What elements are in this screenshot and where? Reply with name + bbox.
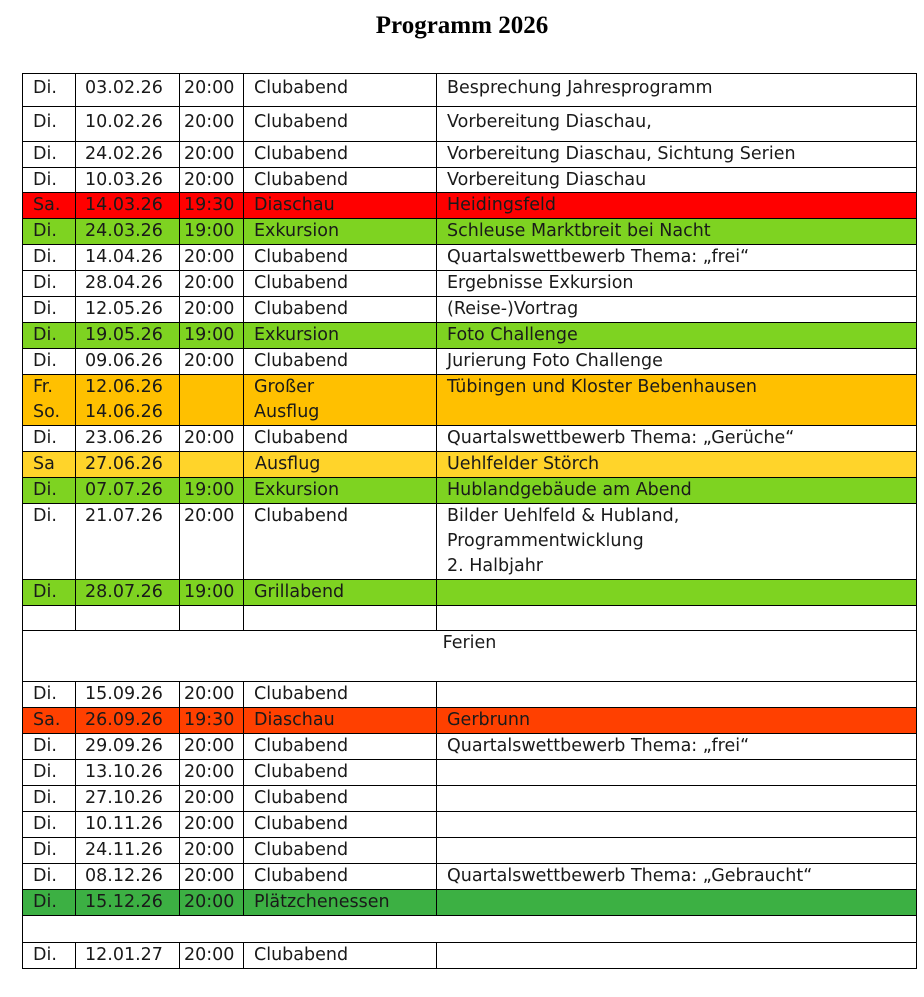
table-row bbox=[23, 349, 917, 375]
description-cell: Schleuse Marktbreit bei Nacht bbox=[437, 219, 917, 245]
time-cell: 19:30 bbox=[180, 708, 244, 734]
description-cell: (Reise-)Vortrag bbox=[437, 297, 917, 323]
day-cell: Di. bbox=[23, 838, 76, 864]
event-cell: Clubabend bbox=[244, 245, 437, 271]
event-cell: Clubabend bbox=[244, 682, 437, 708]
day-cell: Di. bbox=[23, 890, 76, 916]
description-cell: Quartalswettbewerb Thema: „Gebraucht“ bbox=[437, 864, 917, 890]
description-line-2: Programmentwicklung bbox=[447, 531, 644, 551]
date-cell: 10.11.26 bbox=[76, 812, 180, 838]
table-row-highlight-exkursion bbox=[23, 219, 917, 245]
date-cell: 21.07.26 bbox=[76, 504, 180, 580]
event-cell: Clubabend bbox=[244, 107, 437, 142]
date-cell: 26.09.26 bbox=[76, 708, 180, 734]
table-row bbox=[23, 760, 917, 786]
table-row bbox=[23, 142, 917, 168]
description-cell: Hublandgebäude am Abend bbox=[437, 478, 917, 504]
day-cell: Di. bbox=[23, 812, 76, 838]
table-row bbox=[23, 838, 917, 864]
description-line-1: Bilder Uehlfeld & Hubland, bbox=[447, 506, 680, 526]
day-cell: Sa. bbox=[23, 193, 76, 219]
date-cell: 27.06.26 bbox=[76, 452, 180, 478]
table-row-highlight-diaschau bbox=[23, 193, 917, 219]
event-cell: Clubabend bbox=[244, 760, 437, 786]
time-cell: 20:00 bbox=[180, 812, 244, 838]
program-table bbox=[22, 73, 917, 969]
description-cell bbox=[437, 786, 917, 812]
day-cell: Di. bbox=[23, 168, 76, 193]
date-cell: 14.04.26 bbox=[76, 245, 180, 271]
day-cell bbox=[23, 375, 76, 426]
ferien-row bbox=[23, 631, 917, 682]
time-cell bbox=[180, 375, 244, 426]
event-cell: Plätzchenessen bbox=[244, 890, 437, 916]
date-cell: 09.06.26 bbox=[76, 349, 180, 375]
event-cell: Clubabend bbox=[244, 734, 437, 760]
event-cell: Clubabend bbox=[244, 426, 437, 452]
date-cell: 24.03.26 bbox=[76, 219, 180, 245]
table-row-highlight-plaetzchenessen bbox=[23, 890, 917, 916]
day-cell: Di. bbox=[23, 297, 76, 323]
event-cell: Clubabend bbox=[244, 864, 437, 890]
event-cell bbox=[244, 375, 437, 426]
event-cell: Clubabend bbox=[244, 74, 437, 107]
description-cell bbox=[437, 890, 917, 916]
table-row bbox=[23, 734, 917, 760]
table-row-highlight-exkursion bbox=[23, 478, 917, 504]
description-cell: Ergebnisse Exkursion bbox=[437, 271, 917, 297]
date-cell: 24.02.26 bbox=[76, 142, 180, 168]
time-cell: 20:00 bbox=[180, 682, 244, 708]
empty-cell bbox=[180, 606, 244, 631]
date-cell: 19.05.26 bbox=[76, 323, 180, 349]
event-cell: Clubabend bbox=[244, 349, 437, 375]
time-cell: 20:00 bbox=[180, 349, 244, 375]
table-row bbox=[23, 426, 917, 452]
description-cell: Besprechung Jahresprogramm bbox=[437, 74, 917, 107]
date-cell: 12.05.26 bbox=[76, 297, 180, 323]
date-end: 14.06.26 bbox=[85, 402, 163, 422]
date-cell: 27.10.26 bbox=[76, 786, 180, 812]
event-line-2: Ausflug bbox=[254, 402, 320, 422]
day-cell: Di. bbox=[23, 864, 76, 890]
date-cell: 10.02.26 bbox=[76, 107, 180, 142]
day-cell: Di. bbox=[23, 219, 76, 245]
empty-row bbox=[23, 606, 917, 631]
date-cell: 28.07.26 bbox=[76, 580, 180, 606]
day-cell: Di. bbox=[23, 245, 76, 271]
date-cell: 24.11.26 bbox=[76, 838, 180, 864]
event-cell: Exkursion bbox=[244, 478, 437, 504]
day-cell: Di. bbox=[23, 142, 76, 168]
date-cell: 15.09.26 bbox=[76, 682, 180, 708]
day-cell: Di. bbox=[23, 682, 76, 708]
day-cell: Di. bbox=[23, 943, 76, 969]
empty-cell bbox=[437, 606, 917, 631]
time-cell: 20:00 bbox=[180, 943, 244, 969]
day-cell: Di. bbox=[23, 478, 76, 504]
time-cell: 20:00 bbox=[180, 107, 244, 142]
description-line-3: 2. Halbjahr bbox=[447, 556, 543, 576]
table-row-highlight-exkursion bbox=[23, 323, 917, 349]
table-row bbox=[23, 943, 917, 969]
date-cell: 15.12.26 bbox=[76, 890, 180, 916]
date-cell: 10.03.26 bbox=[76, 168, 180, 193]
event-cell: Ausflug bbox=[244, 452, 437, 478]
event-cell: Diaschau bbox=[244, 708, 437, 734]
time-cell: 20:00 bbox=[180, 74, 244, 107]
time-cell: 20:00 bbox=[180, 142, 244, 168]
event-cell: Diaschau bbox=[244, 193, 437, 219]
time-cell: 19:00 bbox=[180, 478, 244, 504]
table-row-highlight-grosser-ausflug bbox=[23, 375, 917, 426]
table-row-highlight-ausflug bbox=[23, 452, 917, 478]
description-cell: Heidingsfeld bbox=[437, 193, 917, 219]
description-cell: Vorbereitung Diaschau, Sichtung Serien bbox=[437, 142, 917, 168]
date-cell: 23.06.26 bbox=[76, 426, 180, 452]
table-row bbox=[23, 297, 917, 323]
description-cell: Vorbereitung Diaschau, bbox=[437, 107, 917, 142]
table-row bbox=[23, 107, 917, 142]
day-cell: Di. bbox=[23, 107, 76, 142]
table-row bbox=[23, 245, 917, 271]
time-cell: 19:00 bbox=[180, 580, 244, 606]
day-cell: Di. bbox=[23, 786, 76, 812]
description-cell: Quartalswettbewerb Thema: „frei“ bbox=[437, 245, 917, 271]
empty-cell bbox=[244, 606, 437, 631]
time-cell: 20:00 bbox=[180, 890, 244, 916]
description-cell bbox=[437, 580, 917, 606]
description-cell bbox=[437, 943, 917, 969]
empty-cell bbox=[76, 606, 180, 631]
day-cell: Di. bbox=[23, 426, 76, 452]
description-cell bbox=[437, 812, 917, 838]
time-cell: 20:00 bbox=[180, 864, 244, 890]
time-cell: 20:00 bbox=[180, 760, 244, 786]
time-cell: 20:00 bbox=[180, 838, 244, 864]
time-cell: 19:00 bbox=[180, 323, 244, 349]
day-cell: Di. bbox=[23, 504, 76, 580]
day-cell: Sa. bbox=[23, 708, 76, 734]
date-start: 12.06.26 bbox=[85, 377, 163, 397]
table-row bbox=[23, 812, 917, 838]
day-cell: Di. bbox=[23, 734, 76, 760]
table-row bbox=[23, 271, 917, 297]
event-cell: Grillabend bbox=[244, 580, 437, 606]
event-cell: Clubabend bbox=[244, 786, 437, 812]
date-cell: 12.01.27 bbox=[76, 943, 180, 969]
time-cell: 20:00 bbox=[180, 786, 244, 812]
event-cell: Clubabend bbox=[244, 838, 437, 864]
time-cell: 20:00 bbox=[180, 168, 244, 193]
event-cell: Clubabend bbox=[244, 142, 437, 168]
day-cell: Di. bbox=[23, 349, 76, 375]
day-cell: Sa bbox=[23, 452, 76, 478]
table-row bbox=[23, 682, 917, 708]
day-start: Fr. bbox=[33, 377, 53, 397]
time-cell: 20:00 bbox=[180, 297, 244, 323]
page-title: Programm 2026 bbox=[375, 12, 549, 39]
day-cell: Di. bbox=[23, 580, 76, 606]
event-cell: Clubabend bbox=[244, 297, 437, 323]
table-row bbox=[23, 786, 917, 812]
event-cell: Clubabend bbox=[244, 504, 437, 580]
ferien-label: Ferien bbox=[23, 631, 917, 682]
event-cell: Exkursion bbox=[244, 323, 437, 349]
day-end: So. bbox=[33, 402, 61, 422]
empty-cell bbox=[23, 916, 917, 943]
table-row bbox=[23, 74, 917, 107]
time-cell: 19:30 bbox=[180, 193, 244, 219]
event-cell: Clubabend bbox=[244, 812, 437, 838]
table-row bbox=[23, 504, 917, 580]
description-cell: Quartalswettbewerb Thema: „Gerüche“ bbox=[437, 426, 917, 452]
date-cell bbox=[76, 375, 180, 426]
event-line-1: Großer bbox=[254, 377, 315, 397]
time-cell: 20:00 bbox=[180, 426, 244, 452]
description-cell: Foto Challenge bbox=[437, 323, 917, 349]
time-cell bbox=[180, 452, 244, 478]
date-cell: 14.03.26 bbox=[76, 193, 180, 219]
time-cell: 20:00 bbox=[180, 504, 244, 580]
event-cell: Exkursion bbox=[244, 219, 437, 245]
day-cell: Di. bbox=[23, 760, 76, 786]
table-row-highlight-grillabend bbox=[23, 580, 917, 606]
event-cell: Clubabend bbox=[244, 168, 437, 193]
description-cell: Tübingen und Kloster Bebenhausen bbox=[437, 375, 917, 426]
empty-cell bbox=[23, 606, 76, 631]
day-cell: Di. bbox=[23, 74, 76, 107]
day-cell: Di. bbox=[23, 271, 76, 297]
table-row bbox=[23, 864, 917, 890]
description-cell: Uehlfelder Störch bbox=[437, 452, 917, 478]
table-row bbox=[23, 168, 917, 193]
time-cell: 19:00 bbox=[180, 219, 244, 245]
time-cell: 20:00 bbox=[180, 271, 244, 297]
date-cell: 13.10.26 bbox=[76, 760, 180, 786]
description-cell bbox=[437, 760, 917, 786]
event-cell: Clubabend bbox=[244, 271, 437, 297]
description-cell: Vorbereitung Diaschau bbox=[437, 168, 917, 193]
description-cell bbox=[437, 504, 917, 580]
table-row-highlight-diaschau bbox=[23, 708, 917, 734]
description-cell: Quartalswettbewerb Thema: „frei“ bbox=[437, 734, 917, 760]
date-cell: 03.02.26 bbox=[76, 74, 180, 107]
time-cell: 20:00 bbox=[180, 245, 244, 271]
date-cell: 07.07.26 bbox=[76, 478, 180, 504]
date-cell: 29.09.26 bbox=[76, 734, 180, 760]
day-cell: Di. bbox=[23, 323, 76, 349]
description-cell: Jurierung Foto Challenge bbox=[437, 349, 917, 375]
empty-row bbox=[23, 916, 917, 943]
time-cell: 20:00 bbox=[180, 734, 244, 760]
description-cell bbox=[437, 838, 917, 864]
event-cell: Clubabend bbox=[244, 943, 437, 969]
date-cell: 08.12.26 bbox=[76, 864, 180, 890]
description-cell bbox=[437, 682, 917, 708]
description-cell: Gerbrunn bbox=[437, 708, 917, 734]
date-cell: 28.04.26 bbox=[76, 271, 180, 297]
